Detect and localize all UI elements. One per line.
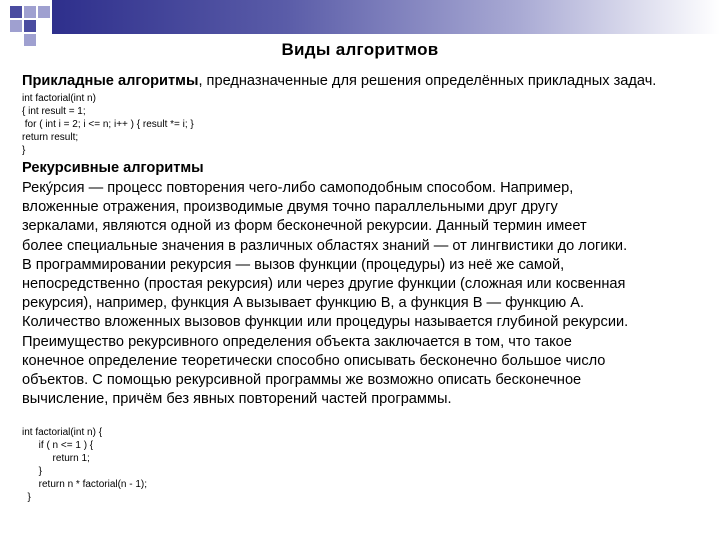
text-line: конечное определение теоретически способно описывать бесконечно большое число: [22, 352, 606, 369]
intro-bold-term: Прикладные алгоритмы: [22, 73, 199, 89]
text-line: Количество вложенных вызовов функции или процедуры называется глубиной рекурсии.: [22, 314, 629, 331]
code-line: { int result = 1;: [22, 106, 86, 117]
decor-square: [24, 6, 36, 18]
slide-title: Виды алгоритмов: [281, 40, 439, 59]
code-line: int factorial(int n): [22, 93, 96, 104]
decor-square: [38, 6, 50, 18]
code-line: }: [22, 145, 26, 156]
text-line: более специальные значения в различных областях знаний — от лингвистики до логики.: [22, 237, 628, 254]
text-line: Реку́рсия — процесс повторения чего-либо самоподобным способом. Например,: [22, 180, 574, 196]
text-line: Преимущество рекурсивного определения объекта заключается в том, что такое: [22, 333, 572, 350]
code-line: return n * factorial(n - 1);: [22, 479, 148, 491]
section-subheading: Рекурсивные алгоритмы: [22, 160, 204, 176]
text-line: объектов. С помощью рекурсивной программы же возможно описать бесконечное: [22, 372, 582, 389]
code-line: return result;: [22, 132, 79, 143]
intro-paragraph: [22, 71, 702, 91]
code-line: }: [22, 466, 43, 478]
decor-square: [10, 6, 22, 18]
text-line: непосредственно (простая рекурсия) или через другие функции (сложная или косвенная: [22, 276, 626, 293]
code-line: int factorial(int n) {: [22, 427, 103, 439]
text-line: рекурсия), например, функция A вызывает функцию B, а функция B — функцию A.: [22, 295, 585, 312]
code-line: return 1;: [22, 453, 90, 465]
spacer: [22, 409, 702, 426]
intro-rest: , предназначенные для решения определённых прикладных задач.: [198, 73, 657, 89]
code-block-iterative: [22, 92, 702, 157]
slide-content: [22, 71, 702, 504]
text-line: В программировании рекурсия — вызов функции (процедуры) из неё же самой,: [22, 256, 565, 273]
decor-square: [24, 20, 36, 32]
code-block-recursive: [22, 426, 702, 504]
code-line: for ( int i = 2; i <= n; i++ ) { result *= i; }: [22, 119, 194, 130]
code-line: if ( n <= 1 ) {: [22, 440, 94, 452]
decor-square: [10, 20, 22, 32]
header-gradient-bar: [52, 0, 720, 34]
recursion-description: [22, 179, 702, 409]
code-line: }: [22, 492, 31, 504]
text-line: вычисление, причём без явных повторений частей программы.: [22, 391, 452, 408]
text-line: вложенные отражения, производимые двумя точно параллельными друг другу: [22, 199, 558, 216]
text-line: зеркалами, являются одной из форм бесконечной рекурсии. Данный термин имеет: [22, 218, 587, 235]
